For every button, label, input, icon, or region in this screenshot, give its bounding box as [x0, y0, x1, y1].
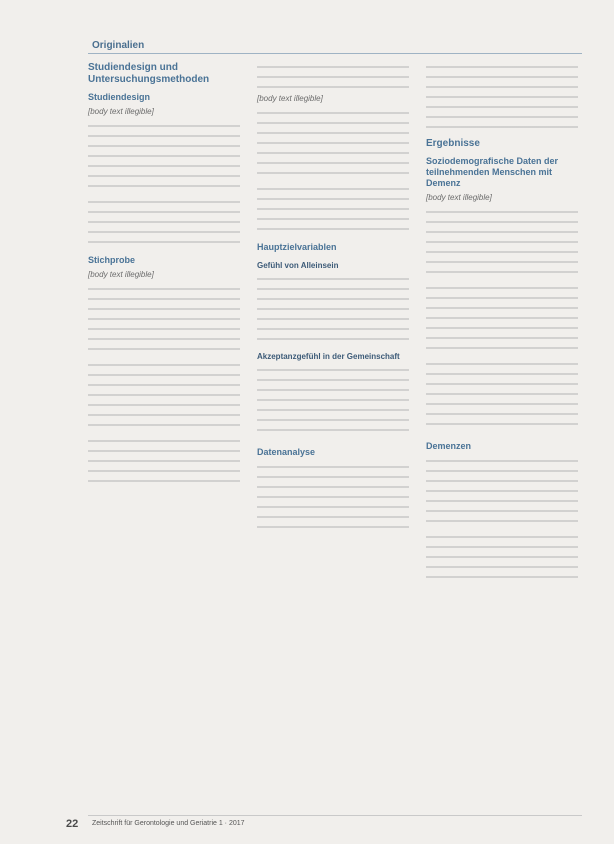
illegible-note: [body text illegible]	[257, 94, 323, 103]
subheading-study-design: Studiendesign	[88, 92, 151, 102]
illegible-text-block	[88, 121, 240, 191]
minor-heading-acceptance: Akzeptanzgefühl in der Gemeinschaft	[257, 352, 400, 361]
illegible-text-block	[257, 108, 409, 178]
footer-rule	[88, 815, 582, 816]
column-2	[257, 62, 409, 538]
illegible-text-block	[257, 274, 409, 344]
illegible-text-block	[257, 184, 409, 230]
illegible-text-block	[426, 283, 578, 353]
header-rule	[88, 53, 582, 54]
illegible-text-block	[88, 436, 240, 482]
subheading-sample: Stichprobe	[88, 255, 136, 265]
section-label: Originalien	[92, 40, 145, 51]
section-heading-methods: Studiendesign und Untersuchungsmethoden	[88, 62, 210, 85]
subheading-dementias: Demenzen	[426, 441, 472, 451]
section-heading-results: Ergebnisse	[426, 138, 480, 149]
illegible-text-block	[257, 365, 409, 435]
subheading-main-variables: Hauptzielvariablen	[257, 242, 337, 252]
page-number: 22	[66, 818, 79, 830]
illegible-note: [body text illegible]	[88, 270, 154, 279]
illegible-text-block	[426, 532, 578, 578]
illegible-text-block	[426, 456, 578, 526]
column-3	[426, 62, 578, 584]
illegible-note: [body text illegible]	[88, 107, 154, 116]
illegible-text-block	[426, 62, 578, 132]
illegible-note: [body text illegible]	[426, 193, 492, 202]
illegible-text-block	[88, 360, 240, 430]
illegible-text-block	[88, 284, 240, 354]
subheading-data-analysis: Datenanalyse	[257, 447, 316, 457]
column-1	[88, 62, 240, 488]
journal-title: Zeitschrift für Gerontologie und Geriatrie 1 · 2017	[92, 820, 245, 827]
subheading-sociodemographics: Soziodemografische Daten der teilnehmenden Menschen mit Demenz	[426, 156, 559, 188]
illegible-text-block	[257, 62, 409, 88]
illegible-text-block	[257, 462, 409, 532]
illegible-text-block	[426, 359, 578, 429]
illegible-text-block	[426, 207, 578, 277]
illegible-text-block	[88, 197, 240, 243]
minor-heading-loneliness: Gefühl von Alleinsein	[257, 261, 339, 270]
